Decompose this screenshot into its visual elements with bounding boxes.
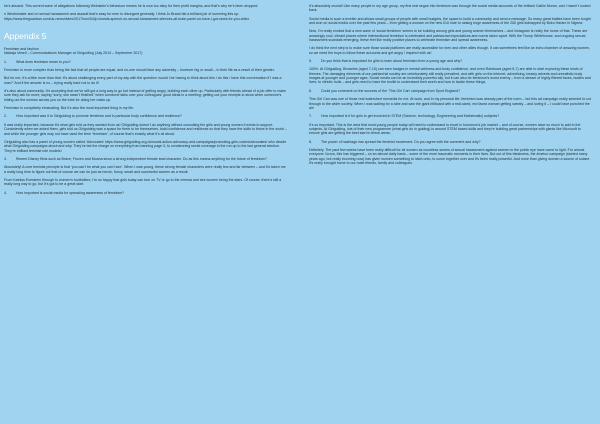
- question-paragraph: [4, 157, 287, 161]
- answer-paragraph: From Katniss Everdeen through to women’s footballers, I’m so happy that girls today can turn on TV or go to the cinema and see women being the stars. Of course, there’s still a really long way to go, but it’s got to be a great start.: [4, 177, 282, 187]
- question-text: How important is social media for spreading awareness of feminism?: [16, 190, 125, 195]
- question-text: Recent Disney films such as Brave, Frozen and Moana show a strong independent female lead character. Do as this means anything for the future of feminism?: [16, 156, 267, 161]
- answer-paragraph: Social media is such a leveller and allows small groups of people with small budgets, the space to build a community and send a message. So many great battles have been fought and won on social media over the past few years – from getting a woman on the new £10 note to raising huge awareness of the 200 girls kidnapped by Boko Haram in Nigeria.: [309, 16, 591, 26]
- question-paragraph: [4, 114, 287, 118]
- appendix-heading: Appendix 5: [4, 31, 47, 42]
- question-paragraph: [309, 59, 592, 63]
- question-paragraph: [4, 60, 287, 64]
- intro-paragraph: he’s abused. This current wave of allegations following Weinstein’s behaviour means he is now too risky for their profit margins, and that’s why he’s been dropped.: [4, 4, 259, 8]
- question-number: 3.: [4, 156, 7, 161]
- answer-paragraph: It’s also about community. It’s accepting that we’ve still got a long way to go but instead of getting angry, building each other up. Particularly with friends ahead of a job offer to make sure they ask for more; saying “sorry, she wasn’t finished” when someone talks over your colleagues’ good ideas in a meeting; getting out your receipts to show when someone’s hitting out the woman across you on the tube for doing her make-up.: [4, 89, 287, 102]
- question-text: Could you comment on the success of the ‘This Girl Can’ campaign from Sport England?: [321, 88, 461, 93]
- question-paragraph: [309, 89, 592, 93]
- answer-paragraph: 100%. At Girlguiding, Brownies (aged 7-10) can earn badges in mental wellness and body confidence, and even Rainbows (aged 5-7) are able to start exploring these kinds of themes. The damaging elements of our patriarchal society are unfortunately still really prevalent, and with girls on the internet, advertising, beauty adverts and unrealistic body images at younger and younger ages. Social media can be an incredibly powerful ally, but it can also be feminism’s worst enemy – from a stream of highly filtered faces, bodies and lives; to vitriolic trolls – and girls need to have the toolkit to understand their worth and how to tackle these things.: [309, 67, 591, 85]
- answer-paragraph: Girlguiding also has a panel of young women called ‘Advocates’ https://www.girlguiding.org.uk/social-action-advocacy-and-campaigns/promoting-girls-voices/advocates/ who decide what Girlguiding campaigns about and why. They’ve led the charge on everything from banning page 3, to condemning sexist coverage in the run up to the last general election. They’re brilliant feminist role models!: [4, 139, 287, 153]
- answer-paragraph: It’s absolutely crucial! Like many people in my age group, my first real segue into feminism was through the social media accounts of the brilliant Caitlin Moran, and I haven’t looked back.: [309, 4, 591, 13]
- right-column: [309, 4, 592, 169]
- question-text: How important is it for girls to get involved in STEM (Science, technology, Engineering and Mathematic) subjects?: [321, 114, 500, 119]
- question-paragraph: [4, 191, 287, 195]
- answer-paragraph: Feminism is completely exhausting. But it’s also the most important thing in my life.: [4, 106, 135, 111]
- question-paragraph: [309, 114, 592, 118]
- meta-title: Feminism and fashion: [4, 47, 39, 52]
- answer-paragraph: Feminism is more complex than being the fact that all people are equal, and no-one should face any adversity – however big or small – in their life as a result of their gender.: [4, 68, 275, 73]
- left-paragraphs: [4, 60, 287, 195]
- question-number: 1.: [4, 59, 7, 64]
- question-number: 8.: [309, 139, 312, 144]
- question-text: Do you think that is important for girls to learn about feminism from a young age and why?: [321, 59, 463, 64]
- right-paragraphs: [309, 4, 592, 165]
- answer-paragraph: Now, I’m really excited that a new wave of ‘social feminism’ seems to be building among girls and young women themselves – and Instagram is really the home of that. These are amazingly cool, vibrant places where intersectional feminism is celebrated and patriarchal expectations and norms taken apart. With the Trump Whitehouse, and ongoing sexual harassment scandals emerging, these feel like really positive places to celebrate feminism and spread awareness.: [309, 29, 588, 43]
- answer-paragraph: Definitely. The past few weeks have been really difficult for all women as countless stories of sexual harassment against women in the public eye have come to light. For almost everyone I know, this has triggered – on an almost daily basis – some of the more traumatic moments in their lives. But out of this bleakness, the #metoo campaign (started many years ago, but really booming now) has given women something to latch onto, to come together over and it’s been really powerful. And more than giving women a source of solace, it’s really brought home to our male friends, family and colleagues: [309, 147, 591, 165]
- question-number: 4.: [4, 190, 7, 195]
- answer-paragraph: This Girl Can was one of those real watershed moments for me. At work, and in my personal life, feminism was already part of the norm – but this ad campaign really seemed to cut through to the wider society. When I was waiting for a tube and saw the giant billboard with a real-sized, red faced woman getting sweaty – and loving it – I could have punched the air!: [309, 97, 591, 110]
- question-number: 5.: [309, 59, 312, 64]
- question-number: 6.: [309, 88, 312, 93]
- left-column: [4, 4, 287, 199]
- question-text: The power of hashtags has spread the feminist movement. Do you agree with the comment and why?: [321, 139, 481, 144]
- answer-paragraph: I do think the next step is to make sure those social platforms are really accessible for men and other allies though. It can sometimes feel like an echo chamber of amazing women, so we need the boys to follow these accounts and get angry / inspired with us!: [309, 46, 590, 55]
- question-text: How important was it to Girlguiding to promote feminism and in particular body confidence and resilience?: [16, 114, 182, 119]
- question-text: What does feminism mean to you?: [16, 59, 71, 64]
- question-number: 2.: [4, 114, 7, 119]
- question-number: 7.: [309, 114, 312, 119]
- answer-paragraph: But for me, it’s a little more than that. It’s about challenging every part of my day with the question ‘would I be having to think about this / do this / have this conversation if I was a man?’ And if the answer is no – trying really hard not to do it!: [4, 76, 282, 85]
- answer-paragraph: Absolutely! A core feminist principle is that ‘you can’t be what you can’t see’. When I was young, these strong female characters were really few and far between – and it’s taken me a really long time to figure out that of course we can be just as heroic, funny, smart and successful women as a result.: [4, 165, 286, 174]
- intro-paragraph: n Westminster and on sexual harassment and assault that’s easy for men to disregard generally. I think Jo Brand did a brilliant job of summing this up: https://www.theguardian.com/uk-news/video/2017/nov/04/jo-brands-speech-on-sexual-harassment-silences-all-male-panel-on-have-i-got-news-for-you-video: [4, 12, 250, 21]
- meta-author: Natasja Vesell – Communications Manager at Girlguiding (July 2014 – September 2017): [4, 51, 143, 56]
- answer-paragraph: It’s so important. This is the area that most young people today will need to understand to excel in tomorrow’s job market – and of course, women have so much to add to the subjects. At Girlguiding, lots of their new programme (what girls do in guiding) is around STEM based skills and they’re building great partnerships with giants like Microsoft to ensure girls are getting the best start in these areas.: [309, 122, 581, 136]
- answer-paragraph: It was really important, because it’s what girls told us they wanted from us! Girlguiding doesn’t do anything without consulting the girls and young women it exists to support. Consistently when we asked them, girls told us Girlguiding was a space for them to be themselves, build confidence and resilience so that they have the skills to thrive in the world – and while the younger girls may not have used the term ‘feminism’, of course that’s exactly what it’s all about.: [4, 122, 287, 136]
- question-paragraph: [309, 140, 592, 144]
